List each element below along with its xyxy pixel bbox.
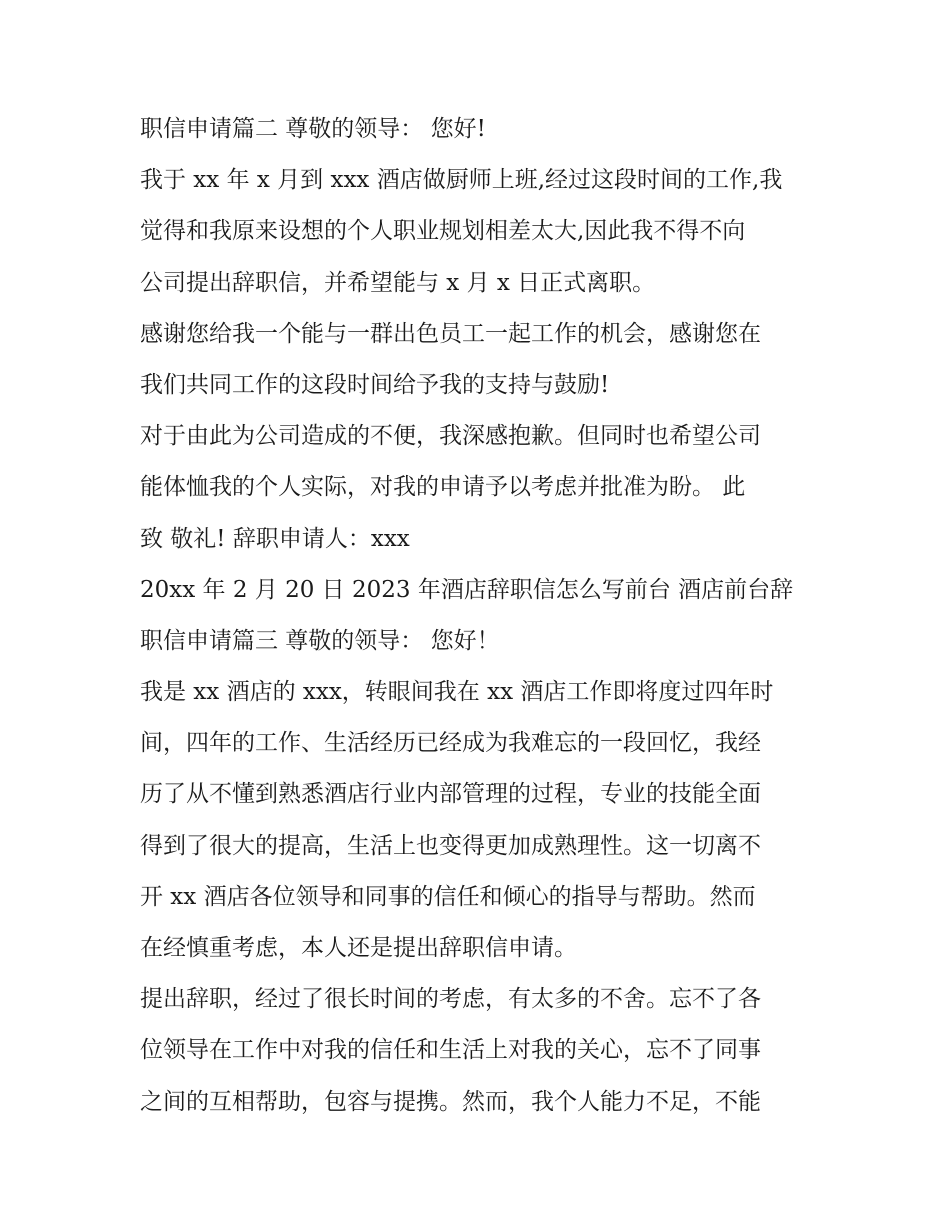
text-line: 职信申请篇三 尊敬的领导： 您好！ xyxy=(140,627,500,654)
text-line: 20xx 年 2 月 20 日 2023 年酒店辞职信怎么写前台 酒店前台辞 xyxy=(140,576,794,603)
text-line: 能体恤我的个人实际，对我的申请予以考虑并批准为盼。 此 xyxy=(140,474,746,501)
text-line: 之间的互相帮助，包容与提携。然而，我个人能力不足，不能 xyxy=(140,1088,761,1115)
text-line: 位领导在工作中对我的信任和生活上对我的关心，忘不了同事 xyxy=(140,1037,761,1064)
text-line: 我是 xx 酒店的 xxx，转眼间我在 xx 酒店工作即将度过四年时 xyxy=(140,679,774,706)
text-line: 提出辞职，经过了很长时间的考虑，有太多的不舍。忘不了各 xyxy=(140,986,761,1013)
text-line: 得到了很大的提高，生活上也变得更加成熟理性。这一切离不 xyxy=(140,832,761,859)
text-line: 职信申请篇二 尊敬的领导： 您好! xyxy=(140,116,486,142)
text-line: 我于 xx 年 x 月到 xxx 酒店做厨师上班,经过这段时间的工作,我 xyxy=(140,167,783,194)
text-line: 对于由此为公司造成的不便，我深感抱歉。但同时也希望公司 xyxy=(140,423,761,450)
text-line: 在经慎重考虑，本人还是提出辞职信申请。 xyxy=(140,935,577,961)
text-line: 致 敬礼! 辞职申请人：xxx xyxy=(140,525,410,552)
text-line: 间，四年的工作、生活经历已经成为我难忘的一段回忆，我经 xyxy=(140,730,761,757)
text-line: 感谢您给我一个能与一群出色员工一起工作的机会，感谢您在 xyxy=(140,320,761,347)
text-line: 公司提出辞职信，并希望能与 x 月 x 日正式离职。 xyxy=(140,269,656,296)
text-line: 我们共同工作的这段时间给予我的支持与鼓励! xyxy=(140,371,610,398)
text-line: 觉得和我原来设想的个人职业规划相差太大,因此我不得不向 xyxy=(140,218,746,245)
document-body xyxy=(140,104,820,1128)
text-line: 开 xx 酒店各位领导和同事的信任和倾心的指导与帮助。然而 xyxy=(140,883,756,910)
text-line: 历了从不懂到熟悉酒店行业内部管理的过程，专业的技能全面 xyxy=(140,781,761,808)
